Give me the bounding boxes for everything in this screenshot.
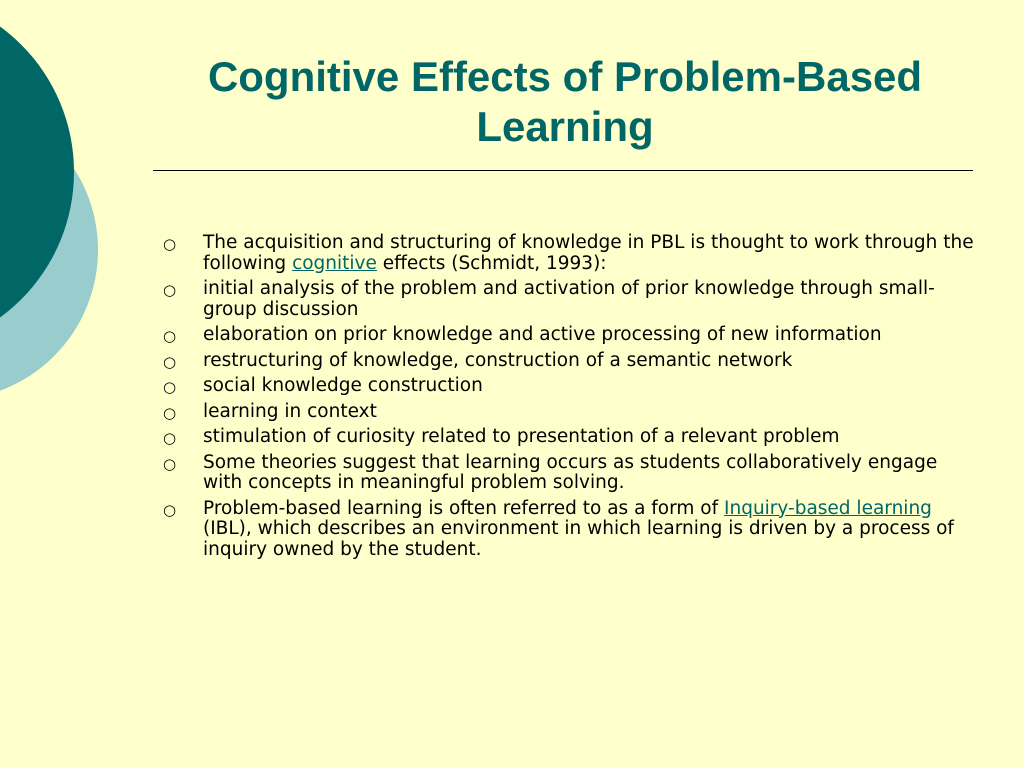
bullet-text: learning in context — [203, 400, 377, 422]
bullet-marker: ○ — [163, 378, 177, 396]
bullet-marker: ○ — [163, 281, 177, 299]
bullet-text: restructuring of knowledge, construction of a semantic network — [203, 349, 793, 371]
bullet-marker: ○ — [163, 327, 177, 345]
bullet-text: (IBL), which describes an environment in which learning is driven by a process of inquiry owned by the student. — [203, 518, 954, 560]
bullet-text: The acquisition and structuring of knowledge in PBL is thought to work through the following — [203, 232, 974, 274]
bullet-text: effects (Schmidt, 1993): — [376, 252, 607, 274]
bullet-marker: ○ — [163, 352, 177, 371]
slide-title: Cognitive Effects of Problem-Based Learning — [207, 53, 923, 150]
bullet-item — [163, 376, 975, 397]
bullet-marker: ○ — [163, 403, 177, 422]
bullet-list — [163, 233, 975, 565]
bullet-item — [163, 233, 975, 274]
inquiry-based-learning-link[interactable]: Inquiry-based learning — [724, 497, 932, 519]
title-divider — [153, 170, 973, 171]
bullet-item — [163, 402, 975, 423]
bullet-marker: ○ — [163, 429, 177, 447]
bullet-text: elaboration on prior knowledge and active processing of new information — [203, 324, 882, 345]
bullet-text: initial analysis of the problem and activation of prior knowledge through small-group discussion — [203, 278, 935, 320]
bullet-marker: ○ — [163, 500, 177, 519]
cognitive-link[interactable]: cognitive — [292, 252, 377, 274]
bullet-text: Problem-based learning is often referred to as a form of — [203, 497, 725, 519]
bullet-item — [163, 351, 975, 372]
bullet-item — [163, 279, 975, 320]
bullet-item — [163, 499, 975, 561]
bullet-item — [163, 325, 975, 346]
bullet-text: Some theories suggest that learning occurs as students collaboratively engage with concepts in meaningful problem solving. — [203, 451, 938, 493]
bullet-marker: ○ — [163, 235, 177, 253]
bullet-item — [163, 427, 975, 448]
bullet-text: stimulation of curiosity related to presentation of a relevant problem — [203, 426, 840, 447]
bullet-item — [163, 453, 975, 494]
bullet-text: social knowledge construction — [203, 375, 483, 396]
bullet-marker: ○ — [163, 454, 177, 473]
